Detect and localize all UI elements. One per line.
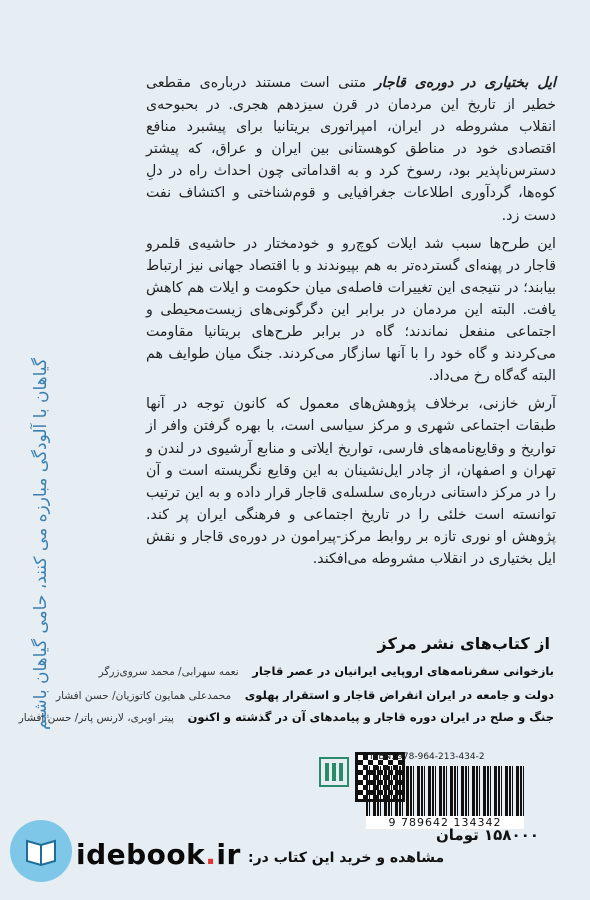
brand-tld: ir: [216, 838, 241, 871]
brand-main: idebook: [76, 838, 206, 871]
publisher-logo: [318, 756, 350, 788]
related-book: [99, 664, 554, 678]
synopsis-paragraph-1: [146, 72, 556, 227]
synopsis-paragraph-2: این طرح‌ها سبب شد ایلات کوچ‌رو و خودمختار در حاشیه‌ی قلمرو قاجار در پهنه‌ای گسترده‌تر به هم بپیوندند و با اقتصاد جهانی نیز ارتباط بیابند؛ در نتیجه‌ی این تغییرات فاصله‌ی میان حکومت و ایلات هم کاهش یافت. البته این مردمان در برابر این دگرگونی‌های زیست‌محیطی و اجتماعی منفعل نماندند؛ گاه در برابر طرح‌های بریتانیا مقاومت می‌کردند و گاه خود را با آنها سازگار می‌کردند. جنگ میان طوایف هم البته گه‌گاه رخ می‌داد.: [146, 235, 556, 385]
synopsis-paragraph-3: آرش خازنی، برخلاف پژوهش‌های معمول که کانون توجه در آنها طبقات اجتماعی شهری و مرکز سیاسی است، با بهره گرفتن وافر از تواریخ و وقایع‌نامه‌های فارسی، تواریخ ایلاتی و منابع آرشیوی در لندن و تهران و اصفهان، از چادر ایل‌نشینان به این وقایع نگریسته است و آن را در مرکز داستانی درباره‌ی سلسله‌ی قاجار قرار داده و به این ترتیب توانسته است خلئی را در تاریخ اجتماعی و فرهنگی ایران پر کند. پژوهش او نوری تازه بر روابط مرکز-پیرامون در دوره‌ی قاجار و نقش ایل بختیاری در انقلاب مشروطه می‌افکند.: [146, 396, 556, 567]
related-book: [19, 710, 554, 724]
related-book-title: بازخوانی سفرنامه‌های اروپایی ایرانیان در عصر قاجار: [252, 664, 554, 678]
related-book: [56, 688, 554, 702]
price: ۱۵۸۰۰۰ تومان: [436, 826, 539, 844]
idebook-brand[interactable]: [76, 838, 241, 871]
barcode-number: 9 789642 134342: [366, 816, 524, 829]
brand-dot: .: [205, 838, 217, 871]
related-book-author: محمدعلی همایون کاتوزیان/ حسن افشار: [56, 690, 232, 702]
related-book-title: جنگ و صلح در ایران دوره قاجار و پیامدهای آن در گذشته و اکنون: [187, 710, 554, 724]
synopsis-lead-title: ایل بختیاری در دوره‌ی قاجار: [374, 75, 556, 91]
publisher-books-heading: از کتاب‌های نشر مرکز: [377, 634, 550, 653]
synopsis: [146, 72, 556, 576]
spine-slogan: گیاهان با آلودگی مبارزه می کنند، حامی گیاهان باشیم: [31, 357, 51, 731]
isbn: ISBN: 978-964-213-434-2: [370, 752, 485, 762]
book-icon: [21, 831, 61, 871]
synopsis-paragraph-1-text: متنی است مستند درباره‌ی مقطعی خطیر از تاریخ این مردمان در قرن سیزدهم هجری. در بحبوحه‌ی انقلاب مشروطه در ایران، امپراتوری بریتانیا برای پیشبرد منافع اقتصادی خود در مناطق کوهستانی بین ایران و عراق، که پیشتر دسترس‌ناپذیر بود، رسوخ کرد و به اقداماتی چون احداث راه در دلِ کوه‌ها، گردآوری اطلاعات جغرافیایی و قوم‌شناختی و اکتشاف نفت دست زد.: [146, 75, 556, 224]
related-book-author: پیتر اوبری، لارنس پاتر/ حسن افشار: [18, 712, 174, 724]
idebook-logo-icon: [10, 820, 72, 882]
barcode: [366, 766, 524, 816]
buy-cta: مشاهده و خرید این کتاب در:: [248, 850, 445, 866]
related-book-title: دولت و جامعه در ایران انقراض قاجار و استقرار پهلوی: [244, 688, 554, 702]
related-book-author: نعمه سهرابی/ محمد سروی‌زرگر: [98, 666, 239, 678]
